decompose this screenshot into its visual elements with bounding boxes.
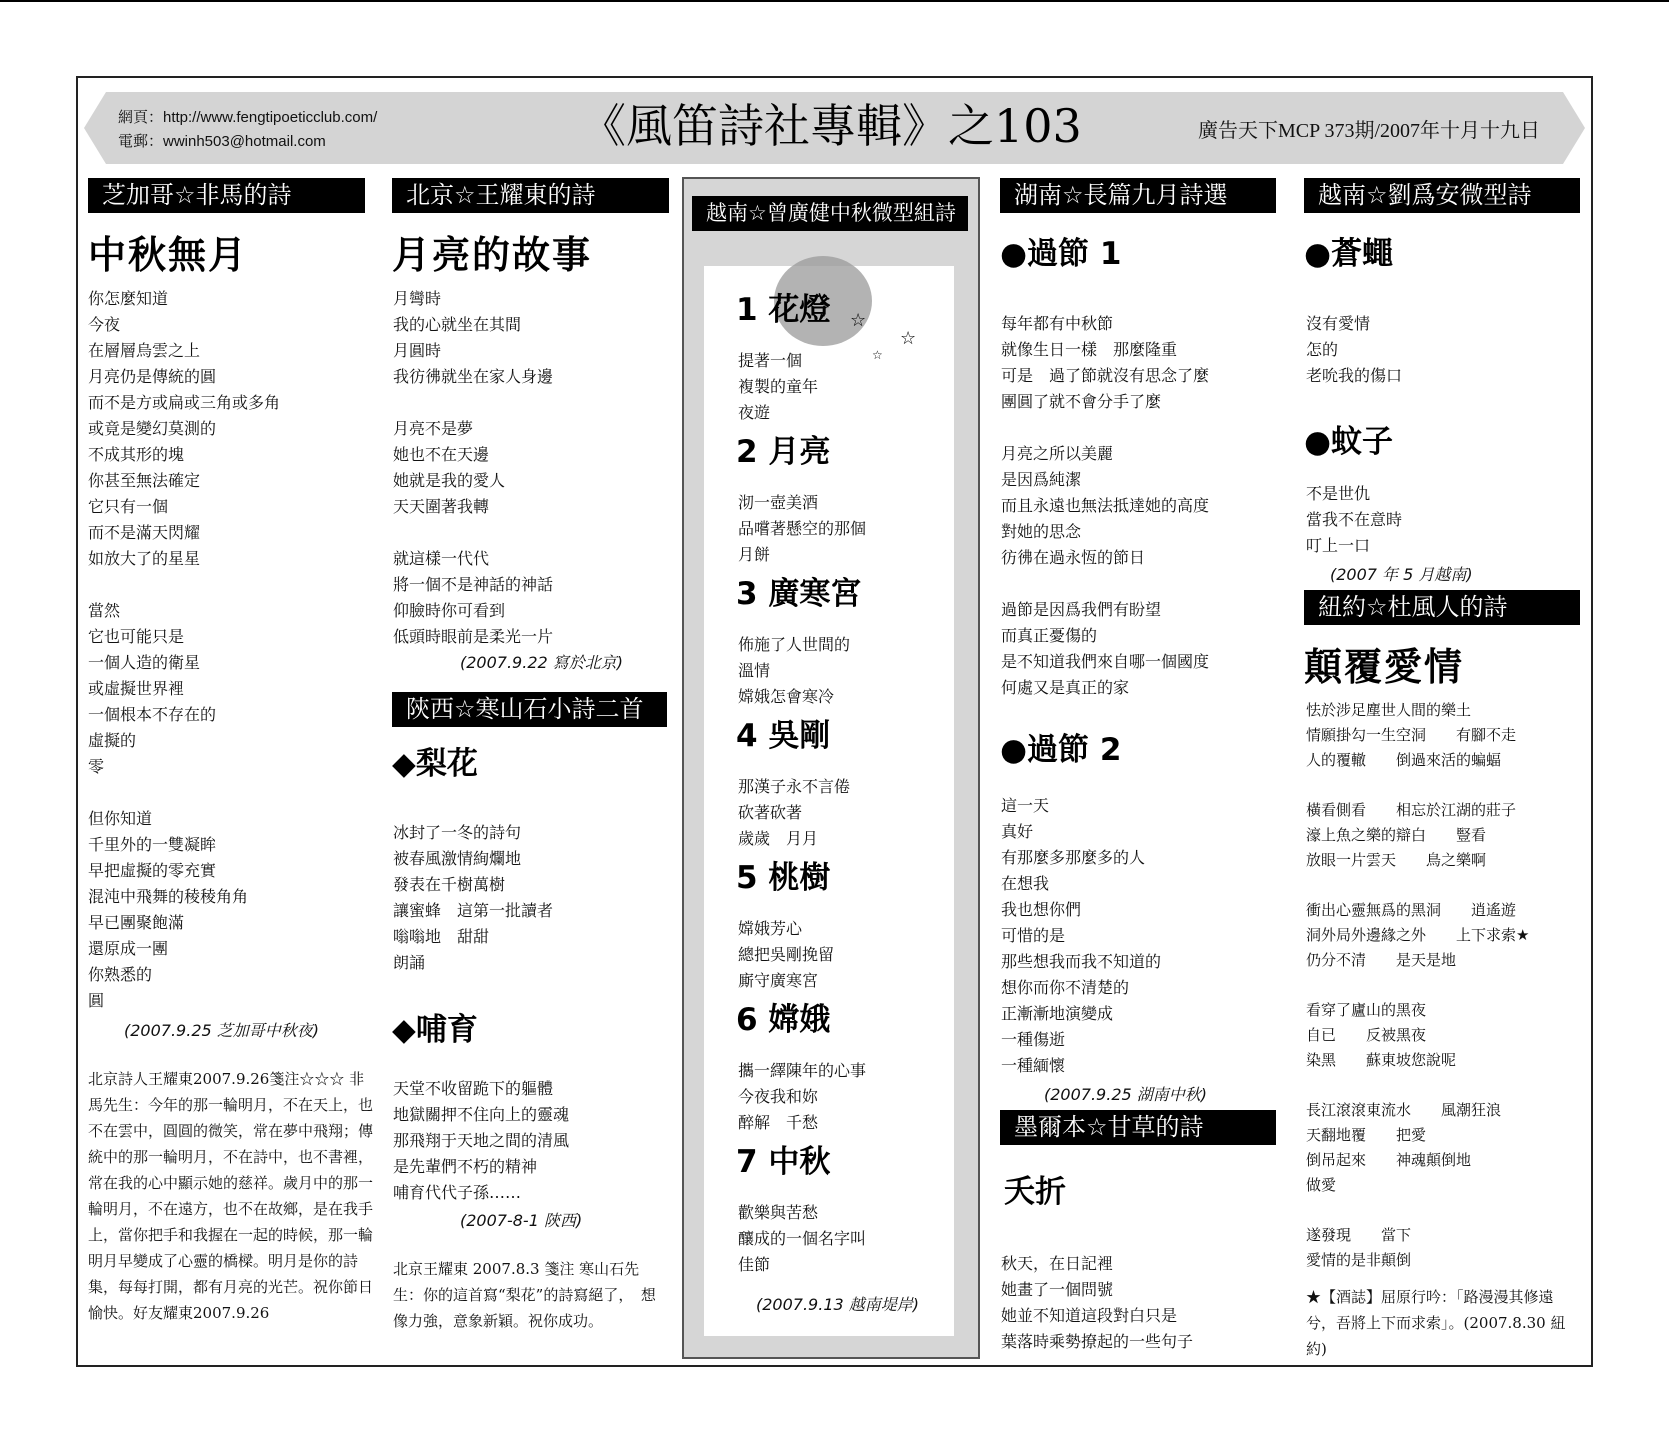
mini-poem-title: 1 花燈 xyxy=(736,292,831,328)
poem-line: 如放大了的星星 xyxy=(88,549,201,568)
poem-line: 你怎麼知道 xyxy=(88,289,169,308)
col5-sub1: ●蒼蠅 xyxy=(1304,236,1394,272)
col4-sub3: 夭折 xyxy=(1004,1174,1066,1210)
poem-line: 那漢子永不言倦 xyxy=(738,777,851,796)
poem-line: 倒吊起來 神魂顛倒地 xyxy=(1306,1151,1472,1169)
poem-line: 長江滾滾東流水 風潮狂浪 xyxy=(1306,1101,1502,1119)
poem-line: 你熟悉的 xyxy=(88,965,153,984)
col4-poem1 xyxy=(1001,311,1209,701)
poem-line: 月餅 xyxy=(738,545,771,564)
poem-line: 提著一個 xyxy=(738,351,803,370)
col3-note: (2007.9.13 越南堤岸) xyxy=(756,1295,920,1314)
col4-sub2: ●過節 2 xyxy=(1000,732,1122,768)
col2-comment: 北京王耀東 2007.8.3 箋注 寒山石先生：你的這首寫“梨花”的詩寫絕了， 想像力強，意象新穎。祝你成功。 xyxy=(393,1260,656,1330)
col2-header2: 陝西☆寒山石小詩二首 xyxy=(392,692,667,727)
poem-line: 那些想我而我不知道的 xyxy=(1001,952,1162,971)
col4-poem2 xyxy=(1001,793,1161,1079)
poem-line: 在想我 xyxy=(1001,874,1050,893)
mini-poem-title: 6 嫦娥 xyxy=(736,1002,831,1038)
masthead-contact xyxy=(118,106,377,154)
poem-line: 但你知道 xyxy=(88,809,153,828)
poem-line: 秋天，在日記裡 xyxy=(1001,1254,1114,1273)
col1-note: (2007.9.25 芝加哥中秋夜) xyxy=(124,1021,320,1040)
col2-poem xyxy=(393,286,553,650)
poem-line: 佳節 xyxy=(738,1255,771,1274)
poem-line: 沒有愛情 xyxy=(1306,314,1371,333)
poem-line xyxy=(1001,415,1209,441)
poem-line: 而真正憂傷的 xyxy=(1001,626,1098,645)
poem-line: 對她的思念 xyxy=(1001,522,1082,541)
poem-line: 嫦娥芳心 xyxy=(738,919,803,938)
poem-line: 天天圍著我轉 xyxy=(393,497,490,516)
poem-line: 而不是方或扁或三角或多角 xyxy=(88,393,281,412)
poem-line: 低頭時眼前是柔光一片 xyxy=(393,627,554,646)
col2-sub2: ◆哺育 xyxy=(392,1012,478,1048)
poem-line: 老吮我的傷口 xyxy=(1306,366,1403,385)
star-icon: ☆ xyxy=(850,310,867,331)
col2-note: (2007.9.22 寫於北京) xyxy=(460,653,624,672)
poem-line: 冰封了一冬的詩句 xyxy=(393,823,522,842)
mini-poem-title: 5 桃樹 xyxy=(736,860,831,896)
poem-line: 過節是因爲我們有盼望 xyxy=(1001,600,1162,619)
poem-line: 何處又是真正的家 xyxy=(1001,678,1130,697)
poem-line: 佈施了人世間的 xyxy=(738,635,851,654)
poem-line: 仰臉時你可看到 xyxy=(393,601,506,620)
poem-line: 而不是滿天閃耀 xyxy=(88,523,201,542)
poem-line: 不成其形的塊 xyxy=(88,445,185,464)
poem-line: 沏一壺美酒 xyxy=(738,493,819,512)
poem-line: 早把虛擬的零充實 xyxy=(88,861,217,880)
poem-line xyxy=(393,390,553,416)
poem-line: 橫看側看 相忘於江湖的莊子 xyxy=(1306,801,1517,819)
poem-line: 她就是我的愛人 xyxy=(393,471,506,490)
poem-line: 團圓了就不會分手了麼 xyxy=(1001,392,1162,411)
poem-line xyxy=(88,780,280,806)
poem-line: 夜遊 xyxy=(738,403,771,422)
poem-line: 我的心就坐在其間 xyxy=(393,315,522,334)
poem-line: 是先輩們不朽的精神 xyxy=(393,1157,538,1176)
col3-header: 越南☆曾廣健中秋微型組詩 xyxy=(692,196,968,231)
poem-line: 想你而你不清楚的 xyxy=(1001,978,1130,997)
poem-line: 看穿了廬山的黑夜 xyxy=(1306,1001,1427,1019)
poem-line: 她也不在天邊 xyxy=(393,445,490,464)
poem-line: 嫦娥怎會寒冷 xyxy=(738,687,835,706)
poem-line xyxy=(1306,873,1529,898)
mini-poem-title: 3 廣寒宮 xyxy=(736,576,862,612)
poem-line: 情願掛勾一生空洞 有腳不走 xyxy=(1306,726,1517,744)
poem-line: 溫情 xyxy=(738,661,771,680)
issue-info: 廣告天下MCP 373期/2007年十月十九日 xyxy=(1198,120,1541,142)
poem-line: 月圓時 xyxy=(393,341,442,360)
poem-line: 衝出心靈無爲的黑洞 逍遙遊 xyxy=(1306,901,1517,919)
star-icon: ☆ xyxy=(872,348,883,362)
col5-poem3 xyxy=(1306,698,1529,1273)
poem-line: 當然 xyxy=(88,601,121,620)
poem-line: 放眼一片雲天 鳥之樂啊 xyxy=(1306,851,1487,869)
website-line[interactable]: 網頁：http://www.fengtipoeticclub.com/ xyxy=(118,109,378,126)
poem-line: 可是 過了節就沒有思念了麼 xyxy=(1001,366,1210,385)
col4-sub1: ●過節 1 xyxy=(1000,236,1122,272)
poem-line: 早已團聚飽滿 xyxy=(88,913,185,932)
poem-line: 真好 xyxy=(1001,822,1034,841)
col1-poem xyxy=(88,286,280,1014)
poem-line: 是因爲純潔 xyxy=(1001,470,1082,489)
poem-line xyxy=(1306,1073,1529,1098)
poem-line: 哺育代代子孫…… xyxy=(393,1183,522,1202)
poem-line: 就這樣一代代 xyxy=(393,549,490,568)
poem-line: 月彎時 xyxy=(393,289,442,308)
mini-poem-title: 2 月亮 xyxy=(736,434,831,470)
email-line[interactable]: 電郵：wwinh503@hotmail.com xyxy=(118,133,326,150)
poem-line: 一個人造的衛星 xyxy=(88,653,201,672)
poem-line: 葉落時乘勢撩起的一些句子 xyxy=(1001,1332,1194,1351)
poem-line: 做愛 xyxy=(1306,1176,1337,1194)
poem-line xyxy=(393,520,553,546)
poem-line: 讓蜜蜂 這第一批讀者 xyxy=(393,901,554,920)
mini-poem-body xyxy=(738,632,850,710)
poem-line xyxy=(88,572,280,598)
top-rule xyxy=(0,0,1669,2)
poem-line: 愛情的是非顛倒 xyxy=(1306,1251,1412,1269)
poem-line: 複製的童年 xyxy=(738,377,819,396)
poem-line: 或竟是變幻莫測的 xyxy=(88,419,217,438)
mini-poem-body xyxy=(738,916,834,994)
poem-line: 零 xyxy=(88,757,105,776)
col5-comment: ★【酒誌】屈原行吟：「路漫漫其修遠兮，吾將上下而求索」。(2007.8.30 紐約) xyxy=(1306,1288,1566,1358)
poem-line: 歡樂與苦愁 xyxy=(738,1203,819,1222)
col4-note: (2007.9.25 湖南中秋) xyxy=(1044,1085,1208,1104)
mini-poem-body xyxy=(738,1058,866,1136)
poem-line xyxy=(1306,973,1529,998)
poem-line: 可惜的是 xyxy=(1001,926,1066,945)
col4-poem3 xyxy=(1001,1251,1193,1355)
col2-header: 北京☆王耀東的詩 xyxy=(392,178,669,213)
poem-line: 廝守廣寒宮 xyxy=(738,971,819,990)
poem-line xyxy=(1306,1198,1529,1223)
poem-line: 怯於涉足塵世人間的樂土 xyxy=(1306,701,1472,719)
poem-line: 攜一繹陳年的心事 xyxy=(738,1061,867,1080)
poem-line: 地獄關押不住向上的靈魂 xyxy=(393,1105,570,1124)
poem-line: 月亮之所以美麗 xyxy=(1001,444,1114,463)
poem-line: 我也想你們 xyxy=(1001,900,1082,919)
col2-poem2 xyxy=(393,1076,569,1206)
poem-line: 是不知道我們來自哪一個國度 xyxy=(1001,652,1210,671)
poem-line xyxy=(1001,571,1209,597)
mini-poem-title: 7 中秋 xyxy=(736,1144,831,1180)
poem-line: 混沌中飛舞的稜稜角角 xyxy=(88,887,249,906)
poem-line: 就像生日一樣 那麼隆重 xyxy=(1001,340,1178,359)
col5-sub2: ●蚊子 xyxy=(1304,424,1394,460)
poem-line: 歲歲 月月 xyxy=(738,829,819,848)
poem-line: 一個根本不存在的 xyxy=(88,705,217,724)
star-icon: ☆ xyxy=(900,328,917,349)
poem-line: 朗誦 xyxy=(393,953,426,972)
poem-line: 你甚至無法確定 xyxy=(88,471,201,490)
poem-line: 怎的 xyxy=(1306,340,1339,359)
poem-line: 被春風激情絢爛地 xyxy=(393,849,522,868)
poem-line: 圓 xyxy=(88,991,105,1010)
mini-poem-body xyxy=(738,348,818,426)
poem-line: 她畫了一個問號 xyxy=(1001,1280,1114,1299)
poem-line: 當我不在意時 xyxy=(1306,510,1403,529)
masthead-title: 《風笛詩社專輯》之103 xyxy=(580,99,1082,153)
poem-line: 或虛擬世界裡 xyxy=(88,679,185,698)
mini-poem-body xyxy=(738,1200,866,1278)
poem-line: 醉解 千愁 xyxy=(738,1113,819,1132)
poem-line: 洞外局外邊緣之外 上下求索★ xyxy=(1306,926,1530,944)
col5-header: 越南☆劉爲安微型詩 xyxy=(1304,178,1580,213)
poem-line: 天堂不收留跪下的軀體 xyxy=(393,1079,554,1098)
mini-poem-title: 4 吳剛 xyxy=(736,718,831,754)
poem-line: 叮上一口 xyxy=(1306,536,1371,555)
poem-line: 在層層烏雲之上 xyxy=(88,341,201,360)
poem-line: 遂發現 當下 xyxy=(1306,1226,1412,1244)
poem-line: 自已 反被黑夜 xyxy=(1306,1026,1427,1044)
poem-line: 千里外的一雙凝眸 xyxy=(88,835,217,854)
poem-line: 正漸漸地演變成 xyxy=(1001,1004,1114,1023)
poem-line: 月亮不是夢 xyxy=(393,419,474,438)
poem-line: 釀成的一個名字叫 xyxy=(738,1229,867,1248)
col5-poem2 xyxy=(1306,481,1402,559)
poem-line: 她並不知道這段對白只是 xyxy=(1001,1306,1178,1325)
mini-poem-body xyxy=(738,490,866,568)
col5-header2: 紐約☆杜風人的詩 xyxy=(1304,590,1580,625)
col2-sub1: ◆梨花 xyxy=(392,746,478,782)
poem-line: 將一個不是神話的神話 xyxy=(393,575,554,594)
col2-poem1 xyxy=(393,820,553,976)
poem-line: 濠上魚之樂的辯白 豎看 xyxy=(1306,826,1487,844)
col5-note: (2007 年 5 月越南) xyxy=(1330,565,1473,584)
poem-line: 月亮仍是傳統的圓 xyxy=(88,367,217,386)
col4-header: 湖南☆長篇九月詩選 xyxy=(1000,178,1276,213)
poem-line: 虛擬的 xyxy=(88,731,137,750)
poem-line: 人的覆轍 倒過來活的蝙蝠 xyxy=(1306,751,1502,769)
poem-line: 今夜我和妳 xyxy=(738,1087,819,1106)
poem-line: 而且永遠也無法抵達她的高度 xyxy=(1001,496,1210,515)
poem-line: 每年都有中秋節 xyxy=(1001,314,1114,333)
poem-line: 有那麼多那麼多的人 xyxy=(1001,848,1146,867)
col4-header2: 墨爾本☆甘草的詩 xyxy=(1000,1110,1276,1145)
poem-line: 彷彿在過永恆的節日 xyxy=(1001,548,1146,567)
poem-line: 仍分不清 是天是地 xyxy=(1306,951,1457,969)
col1-comment: 北京詩人王耀東2007.9.26箋注☆☆☆ 非馬先生：今年的那一輪明月，不在天上，也不在雲中，圓圓的微笑，常在夢中飛翔；傳統中的那一輪明月，不在詩中，也不書裡，常在我的心中顯示她的慈祥。歲月中的那一輪明月，不在遠方，也不在故鄉，是在我手上，當你把手和我握在一起的時候，那一輪明月早變成了心靈的橋樑。明月是你的詩集，每每打開，都有月亮的光芒。祝你節日愉快。好友耀東2007.9.26 xyxy=(88,1070,374,1322)
poem-line: 染黑 蘇東坡您說呢 xyxy=(1306,1051,1457,1069)
poem-line xyxy=(1306,773,1529,798)
poem-line: 一種傷逝 xyxy=(1001,1030,1066,1049)
poem-line: 今夜 xyxy=(88,315,121,334)
poem-line: 天翻地覆 把愛 xyxy=(1306,1126,1427,1144)
poem-line: 總把吳剛挽留 xyxy=(738,945,835,964)
poem-line: 它只有一個 xyxy=(88,497,169,516)
poem-line: 一種緬懷 xyxy=(1001,1056,1066,1075)
col5-title2: 顛覆愛情 xyxy=(1304,645,1465,689)
col1-title: 中秋無月 xyxy=(88,233,249,277)
mini-poem-body xyxy=(738,774,850,852)
poem-line: 發表在千樹萬樹 xyxy=(393,875,506,894)
col2-title: 月亮的故事 xyxy=(392,233,593,277)
poem-line: 砍著砍著 xyxy=(738,803,803,822)
poem-line: 還原成一團 xyxy=(88,939,169,958)
col2-note2: (2007-8-1 陝西) xyxy=(460,1211,583,1230)
col1-header: 芝加哥☆非馬的詩 xyxy=(88,178,365,213)
poem-line: 品嚐著懸空的那個 xyxy=(738,519,867,538)
col5-poem1 xyxy=(1306,311,1402,389)
poem-line: 不是世仇 xyxy=(1306,484,1371,503)
poem-line: 我彷彿就坐在家人身邊 xyxy=(393,367,554,386)
poem-line: 嗡嗡地 甜甜 xyxy=(393,927,490,946)
poem-line: 這一天 xyxy=(1001,796,1050,815)
poem-line: 那飛翔于天地之間的清風 xyxy=(393,1131,570,1150)
poem-line: 它也可能只是 xyxy=(88,627,185,646)
